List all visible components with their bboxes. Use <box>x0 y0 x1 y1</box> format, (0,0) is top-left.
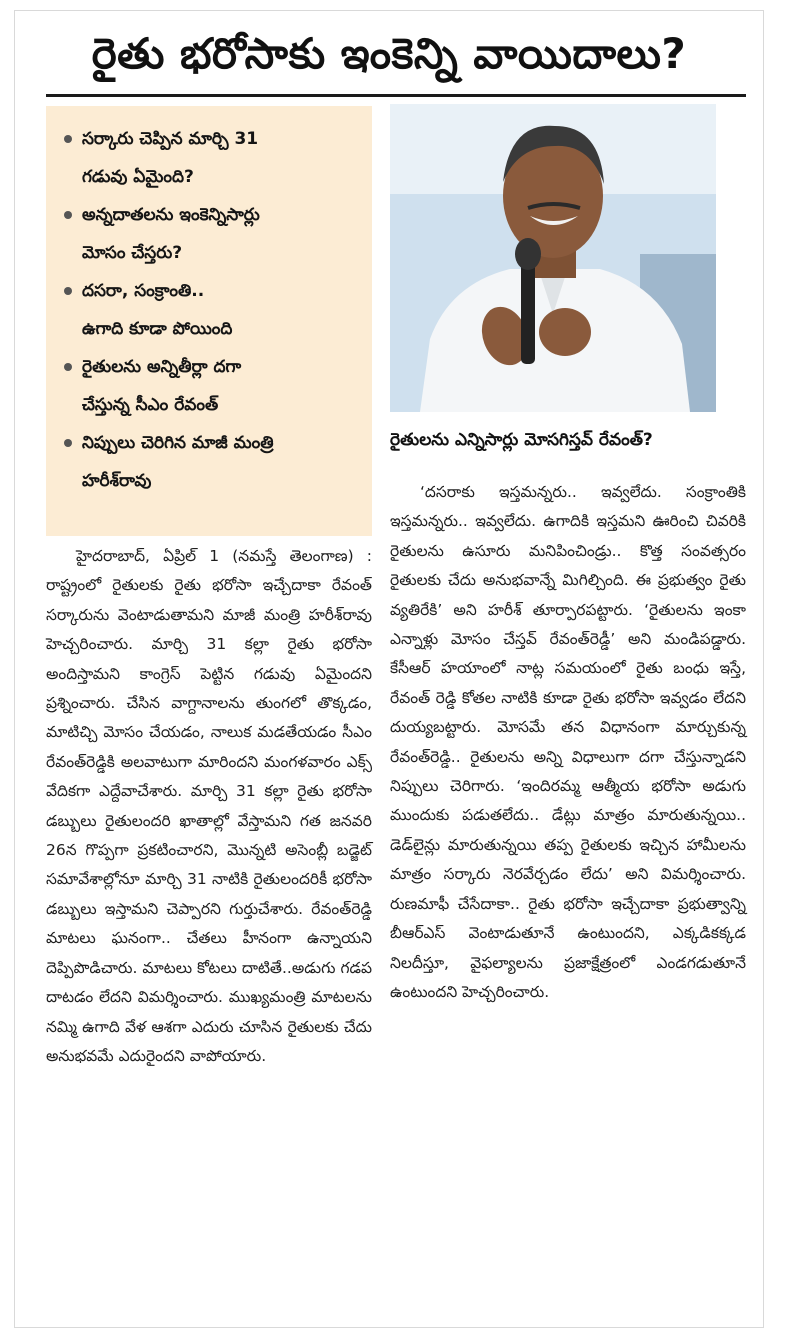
highlight-item <box>60 348 366 424</box>
bullet-icon <box>64 363 72 371</box>
harish-rao-photo <box>390 104 716 412</box>
highlight-item <box>60 120 366 196</box>
bullet-icon <box>64 135 72 143</box>
headline: రైతు భరోసాకు ఇంకెన్ని వాయిదాలు? <box>91 29 687 78</box>
highlight-text: సర్కారు చెప్పిన మార్చి 31 గడువు ఏమైంది? <box>82 129 259 187</box>
article-left-column <box>46 542 372 1071</box>
highlight-text: అన్నదాతలను ఇంకెన్నిసార్లు మోసం చేస్తరు? <box>82 205 260 263</box>
right-hand-shape <box>539 308 591 356</box>
highlight-text: నిప్పులు చెరిగిన మాజీ మంత్రి హరీశ్‌రావు <box>82 433 274 491</box>
right-column-text: ‘దసరాకు ఇస్తమన్నరు.. ఇవ్వలేదు. సంక్రాంతికి ఇస్తమన్నరు.. ఇవ్వలేదు. ఉగాదికి ఇస్తమని ఊరించి చివరికి రైతులను ఉసూరు మనిపించిండ్రు.. కొత్త సంవత్సరం రైతులకు చేదు అనుభవాన్నే మిగిల్చింది. ఈ ప్రభుత్వం రైతు వ్యతిరేకి’ అని హరీశ్ తూర్పారపట్టారు. ‘రైతులను ఇంకా ఎన్నాళ్లు మోసం చేస్తవ్ రేవంత్‌రెడ్డీ’ అని మండిపడ్డారు. కేసీఆర్ హయాంలో నాట్ల సమయంలో రైతు బంధు ఇస్తే, రేవంత్ రెడ్డి కోతల నాటికి కూడా రైతు భరోసా ఇవ్వడం లేదని దుయ్యబట్టారు. మోసమే తన విధానంగా మార్చుకున్న రేవంత్‌రెడ్డి.. రైతులను అన్ని విధాలుగా దగా చేస్తున్నాడని నిప్పులు చెరిగారు. ‘ఇందిరమ్మ ఆత్మీయ భరోసా అడుగు ముందుకు పడుతలేదు.. డేట్లు మాత్రం మారుతున్నయి.. డెడ్‌లైన్లు మారుతున్నయి తప్ప రైతులకు ఇచ్చిన హామీలను మాత్రం సర్కారు నెరవేర్చడం లేదు’ అని విమర్శించారు. రుణమాఫీ చేసేదాకా.. రైతు భరోసా ఇచ్చేదాకా ప్రభుత్వాన్ని బీఆర్‌ఎస్ వెంటాడుతూనే ఉంటుందని, ఎక్కడికక్కడ నిలదీస్తూ, వైఫల్యాలను ప్రజాక్షేత్రంలో ఎండగడుతూనే ఉంటుందని హెచ్చరించారు. <box>390 483 746 1001</box>
bullet-icon <box>64 211 72 219</box>
headline-rule <box>46 94 746 97</box>
highlight-item <box>60 424 366 500</box>
bullet-icon <box>64 287 72 295</box>
highlight-item <box>60 196 366 272</box>
photo-caption: రైతులను ఎన్నిసార్లు మోసగిస్తవ్ రేవంత్? <box>390 430 653 450</box>
photo-illustration <box>390 104 716 412</box>
left-column-text: హైదరాబాద్, ఏప్రిల్ 1 (నమస్తే తెలంగాణ) : రాష్ట్రంలో రైతులకు రైతు భరోసా ఇచ్చేదాకా రేవంత్ సర్కారును వెంటాడుతామని మాజీ మంత్రి హరీశ్‌రావు హెచ్చరించారు. మార్చి 31 కల్లా రైతు భరోసా అందిస్తామని కాంగ్రెస్ పెట్టిన గడువు ఏమైందని ప్రశ్నించారు. చేసిన వాగ్దానాలను తుంగలో తొక్కడం, మాటిచ్చి మోసం చేయడం, నాలుక మడతేయడం సీఎం రేవంత్‌రెడ్డికి అలవాటుగా మారిందని మంగళవారం ఎక్స్ వేదికగా ఎద్దేవాచేశారు. మార్చి 31 కల్లా రైతు భరోసా డబ్బులు రైతులందరి ఖాతాల్లో వేస్తామని గత జనవరి 26న గొప్పగా ప్రకటించారని, మొన్నటి అసెంబ్లీ బడ్జెట్ సమావేశాల్లోనూ మార్చి 31 నాటికి రైతులందరికీ భరోసా డబ్బులు ఇస్తామని చెప్పారని గుర్తుచేశారు. రేవంత్‌రెడ్డి మాటలు ఘనంగా.. చేతలు హీనంగా ఉన్నాయని దెప్పిపొడిచారు. మాటలు కోటలు దాటితే..అడుగు గడప దాటడం లేదని విమర్శించారు. ముఖ్యమంత్రి మాటలను నమ్మి ఉగాది వేళ ఆశగా ఎదురు చూసిన రైతులకు చేదు అనుభవమే ఎదురైందని వాపోయారు. <box>46 547 372 1065</box>
highlight-item <box>60 272 366 348</box>
highlight-text: రైతులను అన్నితీర్లా దగా చేస్తున్న సీఎం రేవంత్ <box>82 357 242 415</box>
highlights-box <box>46 106 372 536</box>
highlight-text: దసరా, సంక్రాంతి.. ఉగాది కూడా పోయింది <box>82 281 233 339</box>
bullet-icon <box>64 439 72 447</box>
microphone-handle <box>521 254 535 364</box>
article-right-column <box>390 478 746 1007</box>
microphone-icon <box>515 238 541 270</box>
